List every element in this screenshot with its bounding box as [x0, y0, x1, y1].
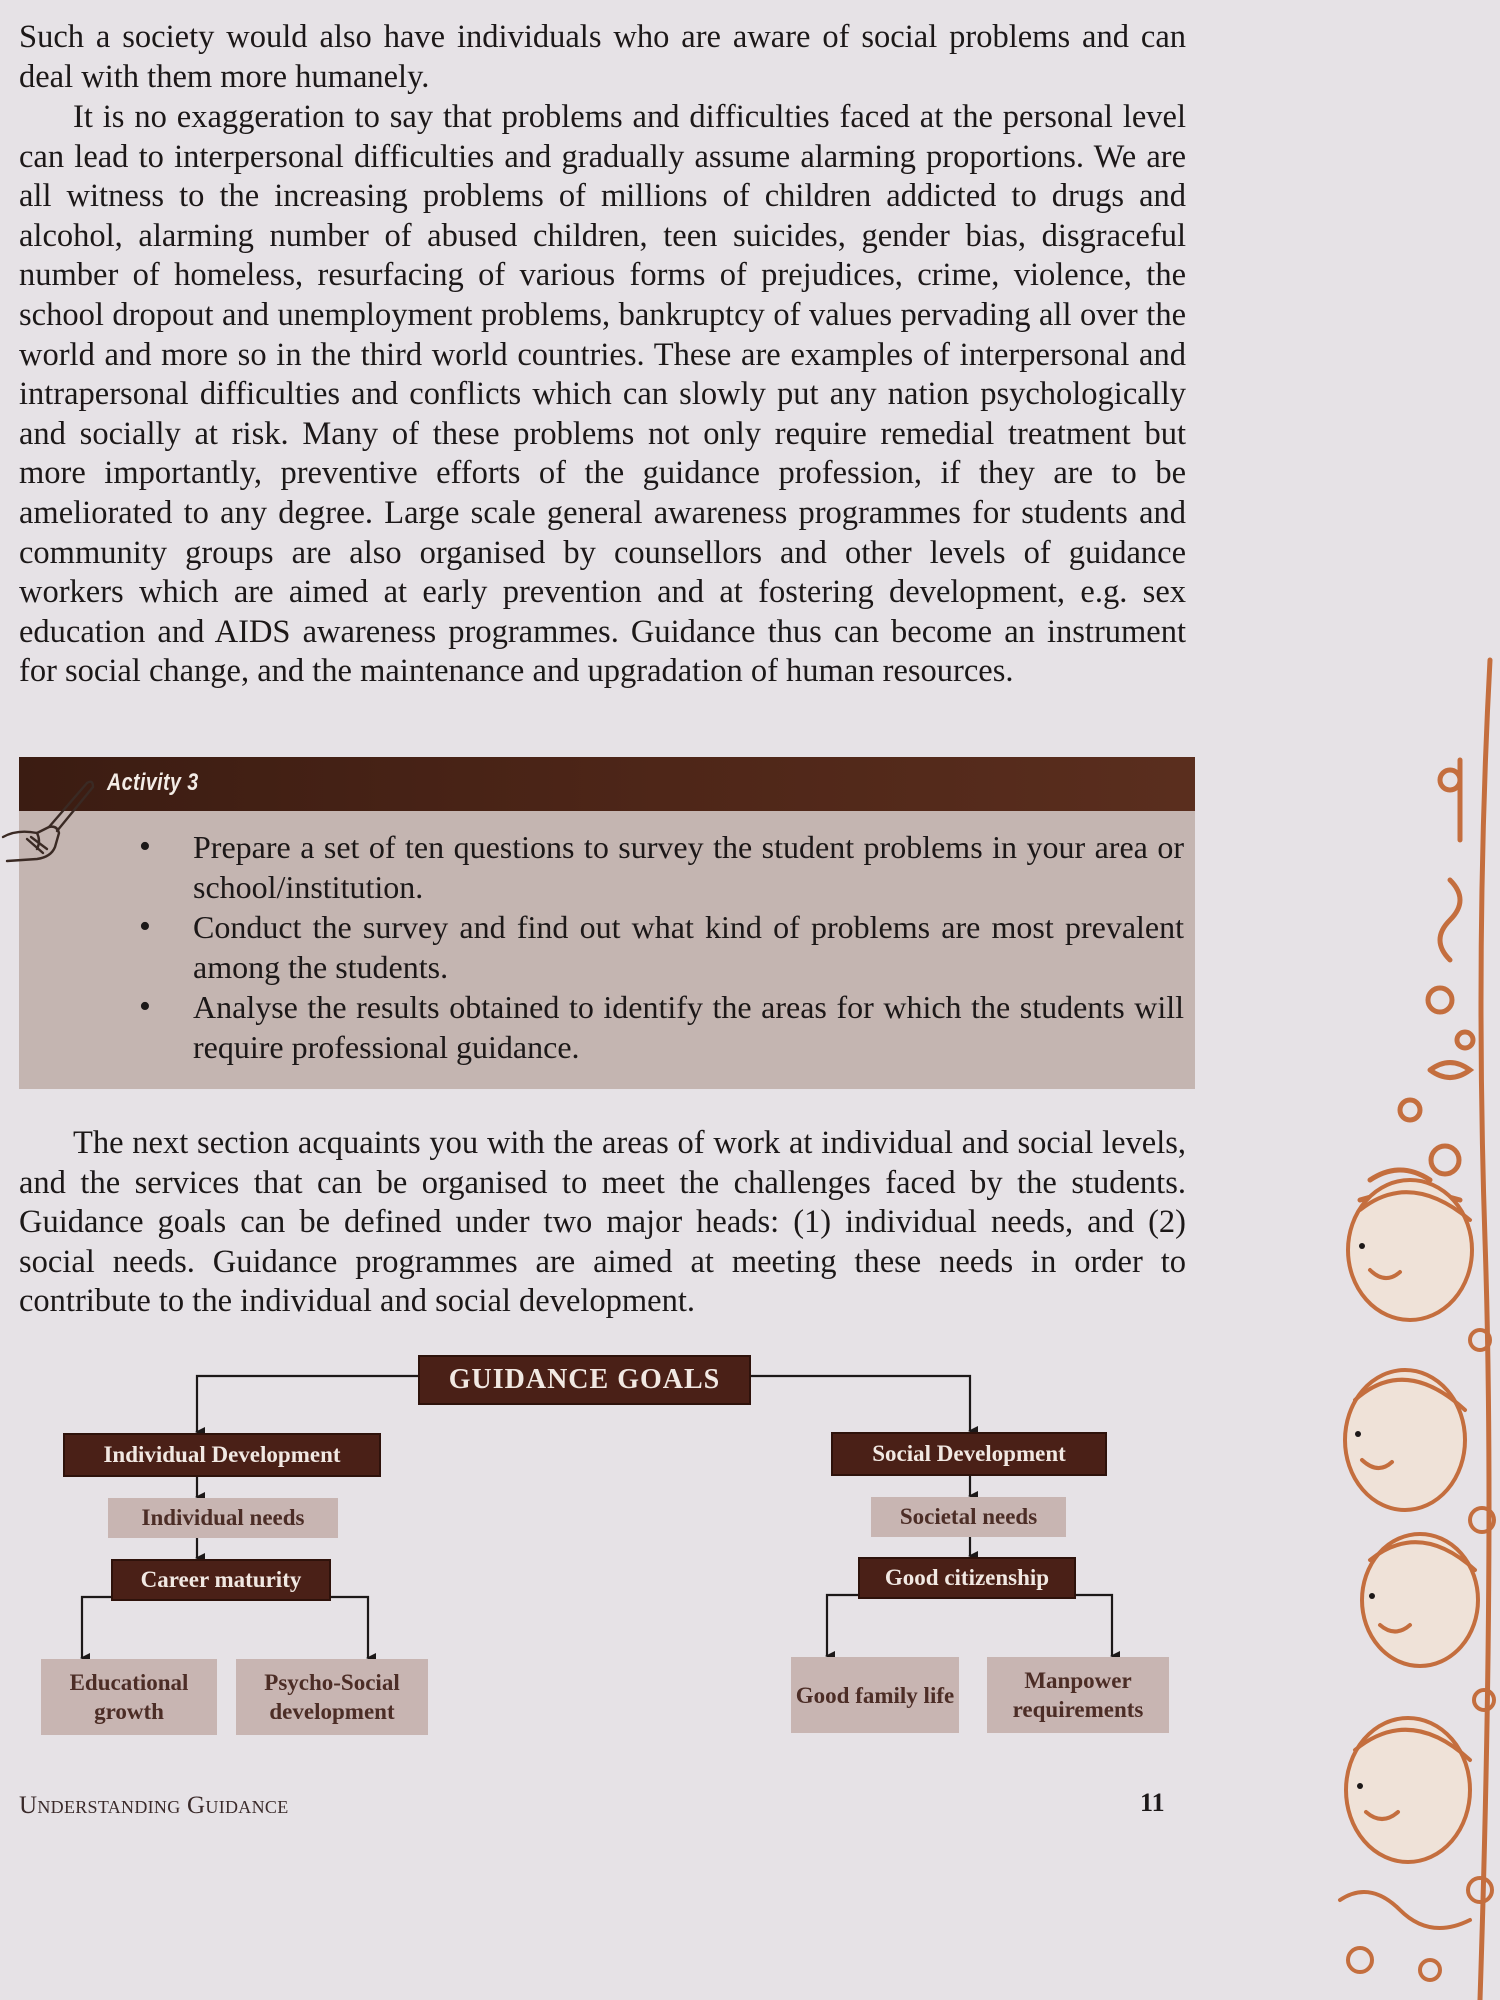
good-family-life-box: Good family life: [791, 1657, 959, 1733]
list-item: • Analyse the results obtained to identify the areas for which the students will require professional guidance.: [139, 987, 1184, 1067]
page-number: 11: [1140, 1788, 1165, 1817]
body-paragraph: It is no exaggeration to say that problems and difficulties faced at the personal level can lead to interpersonal difficulties and gradually assume alarming proportions. We are all witness to the increasing problems of millions of children addicted to drugs and alcohol, alarming number of abused children, teen suicides, gender bias, disgraceful number of homeless, resurfacing of various forms of prejudices, crime, violence, the school dropout and unemployment problems, bankruptcy of values pervading all over the world and more so in the third world countries. These are examples of interpersonal and intrapersonal difficulties and conflicts which can slowly put any nation psychologically and socially at risk. Many of these problems not only require remedial treatment but more importantly, preventive efforts of the guidance profession, if they are to be ameliorated to any degree. Large scale general awareness programmes for students and community groups are also organised by counsellors and other levels of guidance workers which are aimed at early prevention and at fostering development, e.g. sex education and AIDS awareness programmes. Guidance thus can become an instrument for social change, and the maintenance and upgradation of human resources.: [19, 99, 1186, 690]
body-paragraph: The next section acquaints you with the areas of work at individual and social levels, and the services that can be organised to meet the challenges faced by the students. Guidance goals can be defined under two major heads: (1) individual needs, and (2) social needs. Guidance programmes are aimed at meeting these needs in order to contribute to the individual and social development.: [19, 1125, 1186, 1320]
body-paragraph: Such a society would also have individuals who are aware of social problems and can deal with them more humanely.: [19, 19, 1186, 95]
social-development-box: Social Development: [831, 1432, 1107, 1476]
good-citizenship-box: Good citizenship: [858, 1557, 1076, 1599]
educational-growth-box: Educational growth: [41, 1659, 217, 1735]
individual-development-box: Individual Development: [63, 1433, 381, 1477]
footer-title: Understanding Guidance: [19, 1792, 289, 1819]
manpower-requirements-box: Manpower requirements: [987, 1657, 1169, 1733]
pen-writing-icon: [0, 777, 107, 887]
activity-header: [19, 757, 1195, 811]
activity-box: [19, 757, 1195, 1089]
societal-needs-box: Societal needs: [871, 1497, 1066, 1537]
activity-list: [139, 827, 1184, 1067]
guidance-goals-box: GUIDANCE GOALS: [418, 1355, 751, 1405]
activity-title: Activity 3: [107, 769, 199, 796]
decorative-children-border-illustration: [1300, 640, 1500, 2000]
guidance-goals-diagram: [0, 1340, 1200, 1760]
career-maturity-box: Career maturity: [111, 1559, 331, 1601]
list-item: • Prepare a set of ten questions to survey the student problems in your area or school/institution.: [139, 827, 1184, 907]
individual-needs-box: Individual needs: [108, 1498, 338, 1538]
psycho-social-development-box: Psycho-Social development: [236, 1659, 428, 1735]
list-item: • Conduct the survey and find out what kind of problems are most prevalent among the students.: [139, 907, 1184, 987]
